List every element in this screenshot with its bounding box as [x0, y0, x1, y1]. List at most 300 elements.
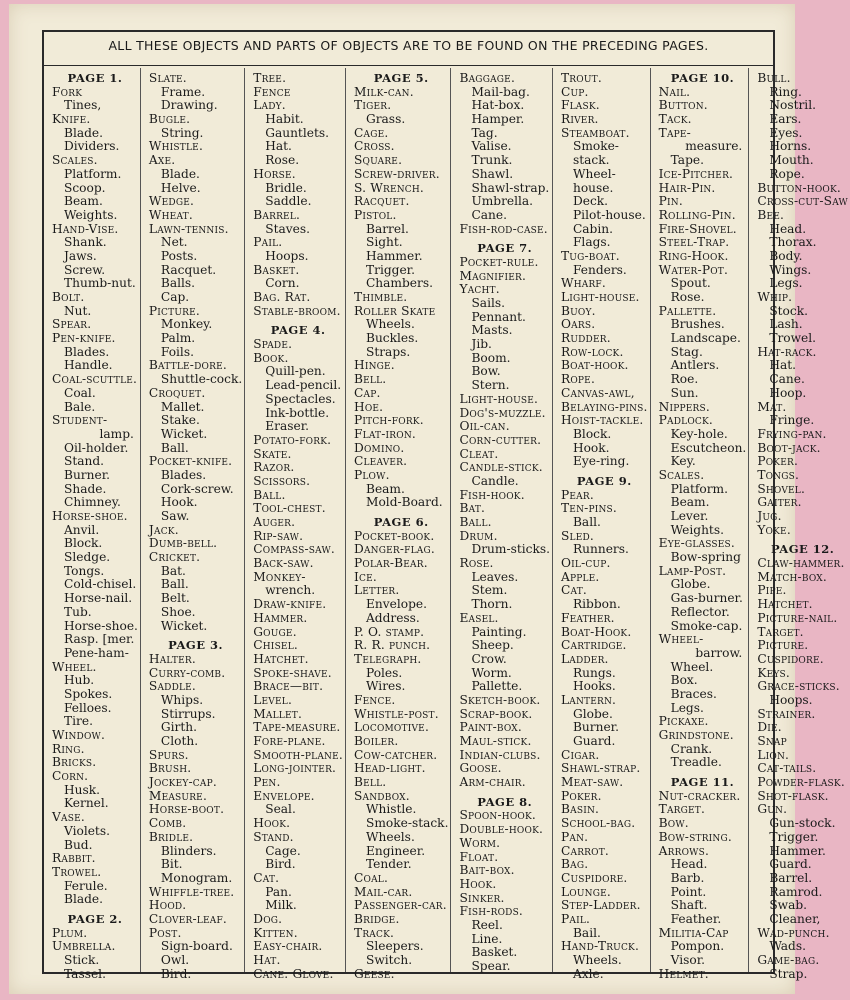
index-entry: Rip-saw. [253, 528, 304, 543]
index-entry: Back-saw. [253, 556, 314, 571]
index-entry: Hatchet. [757, 597, 813, 612]
index-entry: Bow. [471, 364, 501, 379]
index-entry: Fenders. [572, 262, 627, 277]
index-entry: Ten-pins. [560, 501, 617, 516]
index-entry: Pompon. [670, 939, 725, 954]
index-column-5 [450, 68, 552, 972]
index-entry: Gun-stock. [769, 816, 836, 831]
index-entry: Hoops. [265, 248, 309, 263]
page-heading-label: PAGE 7. [477, 241, 533, 256]
index-entry: Skate. [253, 446, 292, 461]
index-entry: Nippers. [658, 399, 710, 414]
index-entry: Roller Skate [353, 303, 436, 318]
index-entry: Wheel. [52, 659, 97, 674]
index-entry: Tub. [64, 604, 92, 619]
index-entry: Mail-bag. [471, 84, 530, 99]
index-entry: Cuspidore. [757, 651, 824, 666]
index-entry: Auger. [253, 515, 296, 529]
index-entry: Pail. [560, 911, 591, 926]
index-entry: Passenger-car. [353, 898, 447, 913]
index-entry: Racquet. [353, 194, 410, 209]
index-entry: Line. [471, 931, 503, 946]
index-entry: Cleat. [459, 446, 499, 461]
index-entry: Blades. [64, 344, 110, 359]
index-entry: Antlers. [670, 358, 720, 373]
index-entry: Bow-spring [670, 550, 741, 565]
index-entry: Envelope. [253, 788, 315, 803]
index-entry: Whistle. [365, 802, 417, 817]
index-column-3 [244, 68, 345, 981]
index-entry: Cross. [353, 139, 395, 154]
index-entry: Corn. [265, 276, 300, 291]
index-entry: Monkey. [160, 317, 213, 332]
index-entry: Sled. [560, 528, 594, 543]
index-entry: Shuttle-cock. [160, 372, 243, 387]
index-entry: Fork [52, 84, 83, 99]
index-entry: Weights. [670, 522, 724, 537]
index-entry: Palm. [160, 331, 196, 346]
index-entry: Double-hook. [459, 822, 544, 837]
index-entry: Rolling-Pin. [658, 207, 736, 222]
index-entry: Wad-punch. [757, 925, 830, 940]
index-entry: Tack. [658, 112, 692, 127]
index-entry: Engineer. [365, 843, 426, 858]
index-entry: Bell. [353, 372, 387, 387]
index-entry: Knife. [52, 112, 91, 127]
index-entry: Hatchet. [253, 651, 309, 666]
index-entry: Fore-plane. [253, 734, 326, 748]
index-entry: Cuspidore. [560, 870, 628, 885]
index-entry: Halter. [148, 651, 196, 666]
index-entry: Cage. [265, 843, 301, 858]
index-entry: Button-hook. [757, 180, 842, 195]
index-entry: Eye-ring. [572, 454, 630, 469]
index-entry: Tag. [471, 125, 498, 140]
index-entry: Quill-pen. [265, 364, 326, 379]
index-entry: Mat. [757, 399, 787, 414]
page-heading-label: PAGE 2. [67, 911, 123, 926]
index-entry: Paint-box. [459, 720, 522, 735]
index-entry: Shot-flask. [757, 788, 829, 803]
index-entry: Wheels. [365, 317, 415, 332]
index-entry: Body. [769, 248, 803, 263]
index-entry: Horse-shoe. [64, 618, 138, 633]
index-entry: Fish-rod-case. [459, 221, 548, 236]
index-entry: Match-box. [757, 569, 827, 584]
index-entry: Lash. [769, 317, 803, 332]
index-entry: Tongs. [757, 467, 800, 482]
index-entry: Potato-fork. [253, 432, 332, 447]
index-entry: Kitten. [253, 925, 298, 940]
index-entry: Worm. [459, 835, 501, 850]
index-entry: Oil-cup. [560, 556, 611, 571]
index-entry: Rope. [769, 166, 805, 181]
index-entry: Stand. [253, 829, 294, 844]
index-entry: Telegraph. [353, 651, 422, 666]
index-entry: Boom. [471, 350, 511, 365]
index-entry: Scales. [52, 153, 98, 168]
index-entry: Domino. [353, 440, 405, 455]
index-entry: Stake. [160, 413, 200, 428]
index-entry: Pan. [560, 829, 589, 844]
index-entry: Hook. [572, 440, 610, 455]
index-entry: Owl. [160, 953, 190, 967]
index-entry: Drum. [459, 528, 498, 543]
index-entry: Ring. [52, 741, 85, 756]
index-entry: Balls. [160, 276, 196, 291]
index-entry: Blades. [160, 467, 207, 482]
index-entry: Ears. [769, 112, 802, 127]
index-entry: Cat. [560, 583, 587, 598]
index-entry: Saddle. [265, 194, 312, 209]
index-entry: Rose. [459, 556, 494, 571]
index-entry: Smooth-plane. [253, 747, 343, 762]
index-entry: Meat-saw. [560, 775, 624, 790]
index-entry: Cane. Glove. [253, 966, 334, 981]
index-entry: Bee. [757, 207, 785, 222]
index-entry: Habit. [265, 112, 304, 127]
page-heading-label: PAGE 8. [477, 794, 533, 809]
index-entry: Box. [670, 673, 698, 688]
page-heading-label: PAGE 4. [270, 323, 326, 338]
index-entry: Blade. [64, 125, 104, 140]
index-entry: Saddle. [148, 679, 197, 694]
index-entry: Wheel. [670, 659, 714, 674]
index-entry: Locomotive. [353, 720, 430, 735]
index-entry: Poker. [757, 454, 799, 469]
index-entry: Tire. [64, 714, 93, 729]
index-entry: Tape-measure. [253, 720, 341, 735]
index-entry: Jack. [148, 522, 179, 537]
index-entry: Whip. [757, 290, 793, 304]
index-entry: Sails. [471, 296, 505, 310]
index-entry: Plow. [353, 467, 390, 482]
index-entry: Light-house. [560, 290, 640, 304]
index-entry: Wads. [769, 939, 806, 954]
index-entry: Sandbox. [353, 788, 410, 803]
index-entry: Gouge. [253, 624, 297, 639]
index-entry: Hammer. [253, 610, 308, 625]
index-entry: Lantern. [560, 692, 617, 707]
index-entry: P. O. stamp. [353, 624, 425, 639]
index-entry: Magnifier. [459, 268, 527, 283]
index-entry: barrow. [695, 645, 743, 660]
index-entry: Dog's-muzzle. [459, 405, 546, 420]
index-entry: Cap. [353, 385, 381, 400]
index-entry: Ribbon. [572, 597, 621, 612]
index-entry: Stem. [471, 583, 508, 598]
index-entry: Comb. [148, 816, 187, 831]
index-entry: Pen. [253, 775, 281, 790]
index-entry: S. Wrench. [353, 180, 425, 195]
index-entry: Jug. [757, 509, 782, 523]
index-entry: Picture. [148, 303, 200, 318]
index-entry: Hand-Truck. [560, 939, 640, 954]
index-entry: Hub. [64, 673, 95, 688]
index-entry: Mallet. [253, 706, 303, 721]
index-entry: Feather. [670, 911, 722, 926]
index-entry: Block. [64, 536, 103, 551]
index-entry: Wheels. [365, 829, 415, 844]
index-entry: Powder-flask. [757, 775, 845, 790]
index-entry: Hand-Vise. [52, 221, 119, 236]
index-entry: Arrows. [658, 843, 710, 858]
index-entry: Compass-saw. [253, 542, 335, 557]
index-entry: Boot-jack. [757, 440, 821, 455]
index-entry: Maul-stick. [459, 734, 532, 748]
index-entry: Lady. [253, 98, 286, 113]
index-entry: Rudder. [560, 331, 611, 346]
index-entry: Spade. [253, 337, 293, 352]
index-entry: Stag. [670, 344, 703, 359]
index-entry: Ball. [572, 515, 601, 529]
index-entry: Post. [148, 925, 182, 940]
index-entry: Basket. [471, 945, 518, 960]
index-entry: Chisel. [253, 638, 298, 653]
index-entry: Slate. [148, 71, 187, 85]
index-entry: Cartridge. [560, 638, 627, 653]
index-entry: Smoke- [572, 139, 619, 154]
index-entry: String. [160, 125, 204, 140]
index-entry: Ring-Hook. [658, 248, 729, 263]
index-entry: Coal. [64, 385, 96, 400]
index-entry: Vase. [52, 810, 85, 825]
index-entry: Stick. [64, 953, 100, 967]
index-entry: Stock. [769, 303, 808, 318]
index-entry: Trigger. [769, 829, 819, 844]
index-column-8 [748, 68, 850, 981]
index-entry: Key. [670, 454, 696, 469]
index-entry: Guard. [769, 857, 812, 872]
index-entry: Mold-Board. [365, 495, 443, 510]
index-entry: Strap. [769, 966, 808, 981]
index-entry: Worm. [471, 665, 512, 680]
index-entry: Bugle. [148, 112, 191, 127]
index-entry: Valise. [471, 139, 512, 154]
index-entry: Easel. [459, 610, 499, 625]
index-entry: Boiler. [353, 734, 399, 748]
index-entry: Brushes. [670, 317, 725, 332]
index-entry: Rose. [265, 153, 300, 168]
index-entry: Picture-nail. [757, 610, 838, 625]
index-entry: Croquet. [148, 385, 206, 400]
index-entry: Scrap-book. [459, 706, 533, 721]
index-column-1 [44, 68, 140, 981]
index-entry: Shoe. [160, 604, 196, 619]
index-entry: Lion. [757, 747, 790, 762]
index-entry: Spear. [471, 959, 511, 973]
index-entry: Wheat. [148, 207, 193, 222]
index-entry: Cat. [253, 870, 280, 885]
index-entry: Wedge. [148, 194, 195, 209]
index-entry: Jib. [471, 337, 492, 352]
index-entry: Cow-catcher. [353, 747, 438, 762]
index-entry: Wheel- [572, 166, 616, 181]
page-heading-label: PAGE 12. [770, 542, 835, 557]
index-entry: Canvas-awl, [560, 385, 635, 400]
index-entry: Globe. [572, 706, 613, 721]
index-entry: Fence. [353, 692, 396, 707]
index-entry: Trowel. [769, 331, 817, 346]
index-entry: Bit. [160, 857, 183, 872]
index-entry: Legs. [769, 276, 803, 291]
index-entry: Bricks. [52, 755, 97, 770]
index-entry: Cigar. [560, 747, 600, 762]
index-entry: Thumb-nut. [64, 276, 136, 291]
index-entry: Wires. [365, 679, 406, 694]
index-entry: Head. [769, 221, 807, 236]
index-entry: Pallette. [471, 679, 523, 694]
index-entry: Legs. [670, 700, 704, 715]
index-entry: Beam. [64, 194, 103, 209]
index-entry: Baggage. [459, 71, 516, 85]
index-entry: Key-hole. [670, 426, 728, 441]
index-entry: Burner. [572, 720, 620, 735]
page-heading: ALL THESE OBJECTS AND PARTS OF OBJECTS ARE TO BE FOUND ON THE PRECEDING PAGES. [108, 38, 709, 53]
index-entry: Grindstone. [658, 728, 734, 742]
index-entry: house. [572, 180, 614, 195]
index-entry: Arm-chair. [459, 775, 526, 790]
index-entry: Sign-board. [160, 939, 233, 954]
index-entry: Bolt. [52, 290, 85, 304]
index-entry: Block. [572, 426, 612, 441]
index-entry: Pitch-fork. [353, 413, 424, 428]
index-entry: Claw-hammer. [757, 556, 845, 571]
page-heading-label: PAGE 11. [670, 775, 735, 790]
index-entry: Poles. [365, 665, 403, 680]
index-entry: Scales. [658, 467, 705, 482]
index-entry: Wharf. [560, 276, 606, 291]
index-entry: Strainer. [757, 706, 816, 721]
index-entry: Pocket-book. [353, 528, 435, 543]
index-entry: Hinge. [353, 358, 395, 373]
index-entry: Pallette. [658, 303, 717, 318]
index-entry: Rasp. [mer. [64, 632, 135, 647]
index-entry: Oars. [560, 317, 596, 332]
index-entry: Hat. [769, 358, 796, 373]
index-entry: Eye-glasses. [658, 536, 735, 551]
index-entry: Hat. [265, 139, 292, 154]
index-entry: Pan. [265, 884, 292, 899]
index-entry: Bird. [265, 857, 296, 872]
index-entry: Crow. [471, 651, 507, 666]
index-entry: Bull. [757, 71, 791, 85]
index-column-2 [140, 68, 244, 981]
index-entry: Picture. [757, 638, 809, 653]
index-entry: Chimney. [64, 495, 121, 510]
index-entry: Shawl-strap. [471, 180, 550, 195]
index-entry: Sinker. [459, 890, 505, 905]
index-entry: Hook. [459, 876, 497, 891]
index-entry: Lounge. [560, 884, 611, 899]
index-entry: Stern. [471, 378, 510, 393]
index-entry: Stable-broom. [253, 303, 341, 318]
index-entry: Spokes. [64, 686, 113, 701]
index-entry: Carrot. [560, 843, 610, 858]
index-entry: Long-jointer. [253, 761, 337, 776]
index-entry: Blade. [160, 166, 200, 181]
index-entry: Wheel- [658, 632, 704, 647]
index-entry: Wheels. [572, 953, 622, 967]
index-entry: Whistle-post. [353, 706, 439, 721]
page-heading-label: PAGE 5. [373, 71, 429, 85]
index-entry: Bat. [160, 563, 186, 578]
index-entry: Brush. [148, 761, 192, 776]
index-entry: Spear. [52, 317, 92, 332]
index-entry: Cork-screw. [160, 481, 234, 496]
index-entry: Thorax. [769, 235, 817, 250]
index-entry: Steamboat. [560, 125, 630, 140]
index-entry: Coal-scuttle. [52, 372, 138, 387]
index-entry: Leaves. [471, 569, 519, 584]
index-entry: Spurs. [148, 747, 189, 762]
index-entry: Gauntlets. [265, 125, 329, 140]
index-entry: Beam. [670, 495, 710, 510]
index-entry: Shawl-strap. [560, 761, 641, 776]
index-entry: Dumb-bell. [148, 536, 218, 551]
index-entry: Float. [459, 849, 499, 864]
index-entry: Tender. [365, 857, 412, 872]
index-entry: Cabin. [572, 221, 613, 236]
index-entry: Spoke-shave. [253, 665, 332, 680]
index-entry: Fringe. [769, 413, 815, 428]
index-entry: Beam. [365, 481, 405, 496]
index-entry: Painting. [471, 624, 527, 639]
index-entry: Bridle. [265, 180, 307, 195]
index-entry: Militia-Cap [658, 925, 729, 940]
index-entry: Shawl. [471, 166, 514, 181]
index-entry: Seal. [265, 802, 296, 817]
index-entry: Book. [253, 350, 289, 365]
index-column-7 [650, 68, 749, 981]
index-entry: Axle. [572, 966, 604, 981]
index-entry: Battle-dore. [148, 358, 227, 373]
index-entry: Runners. [572, 542, 629, 557]
index-entry: Bag. Rat. [253, 290, 311, 304]
index-entry: lamp. [99, 426, 134, 441]
index-entry: Ball. [459, 515, 492, 529]
index-entry: Handle. [64, 358, 113, 373]
index-entry: Stirrups. [160, 706, 216, 721]
index-entry: Ice-Pitcher. [658, 166, 734, 181]
index-entry: Masts. [471, 323, 513, 338]
index-entry: Fish-hook. [459, 487, 525, 502]
index-entry: Lawn-tennis. [148, 221, 229, 236]
index-entry: Mouth. [769, 153, 814, 168]
index-entry: Reel. [471, 917, 503, 932]
index-entry: River. [560, 112, 599, 127]
index-entry: Trout. [560, 71, 602, 85]
index-entry: Boat-hook. [560, 358, 629, 373]
index-entry: Padlock. [658, 413, 713, 428]
index-entry: Kernel. [64, 796, 109, 811]
index-entry: Pocket-rule. [459, 254, 539, 269]
index-entry: Ink-bottle. [265, 405, 330, 420]
index-entry: Cloth. [160, 734, 199, 748]
index-entry: Belaying-pins. [560, 399, 648, 414]
index-entry: wrench. [265, 583, 316, 598]
index-entry: Pennant. [471, 309, 526, 324]
index-entry: Tiger. [353, 98, 392, 113]
index-entry: Candle-stick. [459, 460, 543, 475]
index-entry: Pocket-knife. [148, 454, 233, 469]
index-entry: Hook. [253, 816, 291, 831]
index-entry: Sleepers. [365, 939, 424, 954]
index-entry: Tape- [658, 125, 691, 140]
index-entry: Tassel. [64, 966, 106, 981]
index-entry: Tape. [670, 153, 704, 168]
index-entry: Braces. [670, 686, 717, 701]
